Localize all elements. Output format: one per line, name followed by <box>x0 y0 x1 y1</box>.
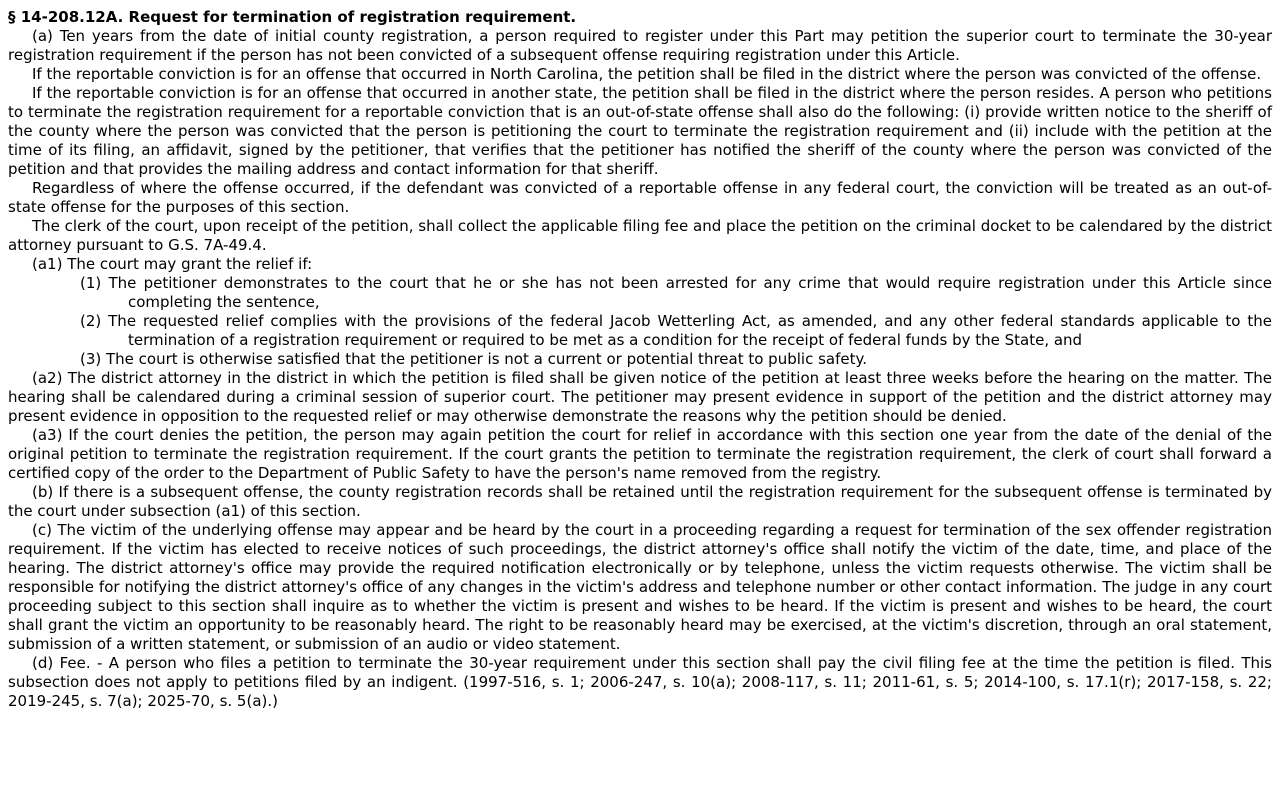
subsection-a2: (a2) The district attorney in the district in which the petition is filed shall be given notice of the petition at least three weeks before the hearing on the matter. The hearing shall be calendared during a criminal session of superior court. The petitioner may present evidence in support of the petition and the district attorney may present evidence in opposition to the requested relief or may otherwise demonstrate the reasons why the petition should be denied. <box>8 369 1272 425</box>
statute-document <box>8 8 1272 711</box>
list-item-1: (1) The petitioner demonstrates to the court that he or she has not been arrested for any crime that would require registration under this Article since completing the sentence, <box>80 274 1272 311</box>
paragraph-federal-offense: Regardless of where the offense occurred, if the defendant was convicted of a reportable offense in any federal court, the conviction will be treated as an out-of-state offense for the purposes of this section. <box>8 179 1272 216</box>
subsection-a3: (a3) If the court denies the petition, the person may again petition the court for relief in accordance with this section one year from the date of the denial of the original petition to terminate the registration requirement. If the court grants the petition to terminate the registration requirement, the clerk of court shall forward a certified copy of the order to the Department of Public Safety to have the person's name removed from the registry. <box>8 426 1272 482</box>
subsection-d: (d) Fee. - A person who files a petition to terminate the 30-year requirement under this section shall pay the civil filing fee at the time the petition is filed. This subsection does not apply to petitions filed by an indigent. (1997-516, s. 1; 2006-247, s. 10(a); 2008-117, s. 11; 2011-61, s. 5; 2014-100, s. 17.1(r); 2017-158, s. 22; 2019-245, s. 7(a); 2025-70, s. 5(a).) <box>8 654 1272 710</box>
paragraph-out-of-state-offense: If the reportable conviction is for an offense that occurred in another state, the petition shall be filed in the district where the person resides. A person who petitions to terminate the registration requirement for a reportable conviction that is an out-of-state offense shall also do the following: (i) provide written notice to the sheriff of the county where the person was convicted that the person is petitioning the court to terminate the registration requirement and (ii) include with the petition at the time of its filing, an affidavit, signed by the petitioner, that verifies that the petitioner has notified the sheriff of the county where the person was convicted of the petition and that provides the mailing address and contact information for that sheriff. <box>8 84 1272 178</box>
paragraph-clerk-filing: The clerk of the court, upon receipt of the petition, shall collect the applicable filing fee and place the petition on the criminal docket to be calendared by the district attorney pursuant to G.S. 7A-49.4. <box>8 217 1272 254</box>
subsection-c: (c) The victim of the underlying offense may appear and be heard by the court in a proceeding regarding a request for termination of the sex offender registration requirement. If the victim has elected to receive notices of such proceedings, the district attorney's office shall notify the victim of the date, time, and place of the hearing. The district attorney's office may provide the required notification electronically or by telephone, unless the victim requests otherwise. The victim shall be responsible for notifying the district attorney's office of any changes in the victim's address and telephone number or other contact information. The judge in any court proceeding subject to this section shall inquire as to whether the victim is present and wishes to be heard. If the victim is present and wishes to be heard, the court shall grant the victim an opportunity to be reasonably heard. The right to be reasonably heard may be exercised, at the victim's discretion, through an oral statement, submission of a written statement, or submission of an audio or video statement. <box>8 521 1272 653</box>
subsection-a1: (a1) The court may grant the relief if: <box>32 255 313 273</box>
subsection-a: (a) Ten years from the date of initial county registration, a person required to register under this Part may petition the superior court to terminate the 30-year registration requirement if the person has not been convicted of a subsequent offense requiring registration under this Article. <box>8 27 1272 64</box>
section-heading: § 14-208.12A. Request for termination of registration requirement. <box>8 8 577 26</box>
list-item-3: (3) The court is otherwise satisfied that the petitioner is not a current or potential threat to public safety. <box>80 350 867 368</box>
list-item-2: (2) The requested relief complies with the provisions of the federal Jacob Wetterling Act, as amended, and any other federal standards applicable to the termination of a registration requirement or required to be met as a condition for the receipt of federal funds by the State, and <box>80 312 1272 349</box>
paragraph-nc-offense: If the reportable conviction is for an offense that occurred in North Carolina, the petition shall be filed in the district where the person was convicted of the offense. <box>32 65 1262 83</box>
subsection-b: (b) If there is a subsequent offense, the county registration records shall be retained until the registration requirement for the subsequent offense is terminated by the court under subsection (a1) of this section. <box>8 483 1272 520</box>
